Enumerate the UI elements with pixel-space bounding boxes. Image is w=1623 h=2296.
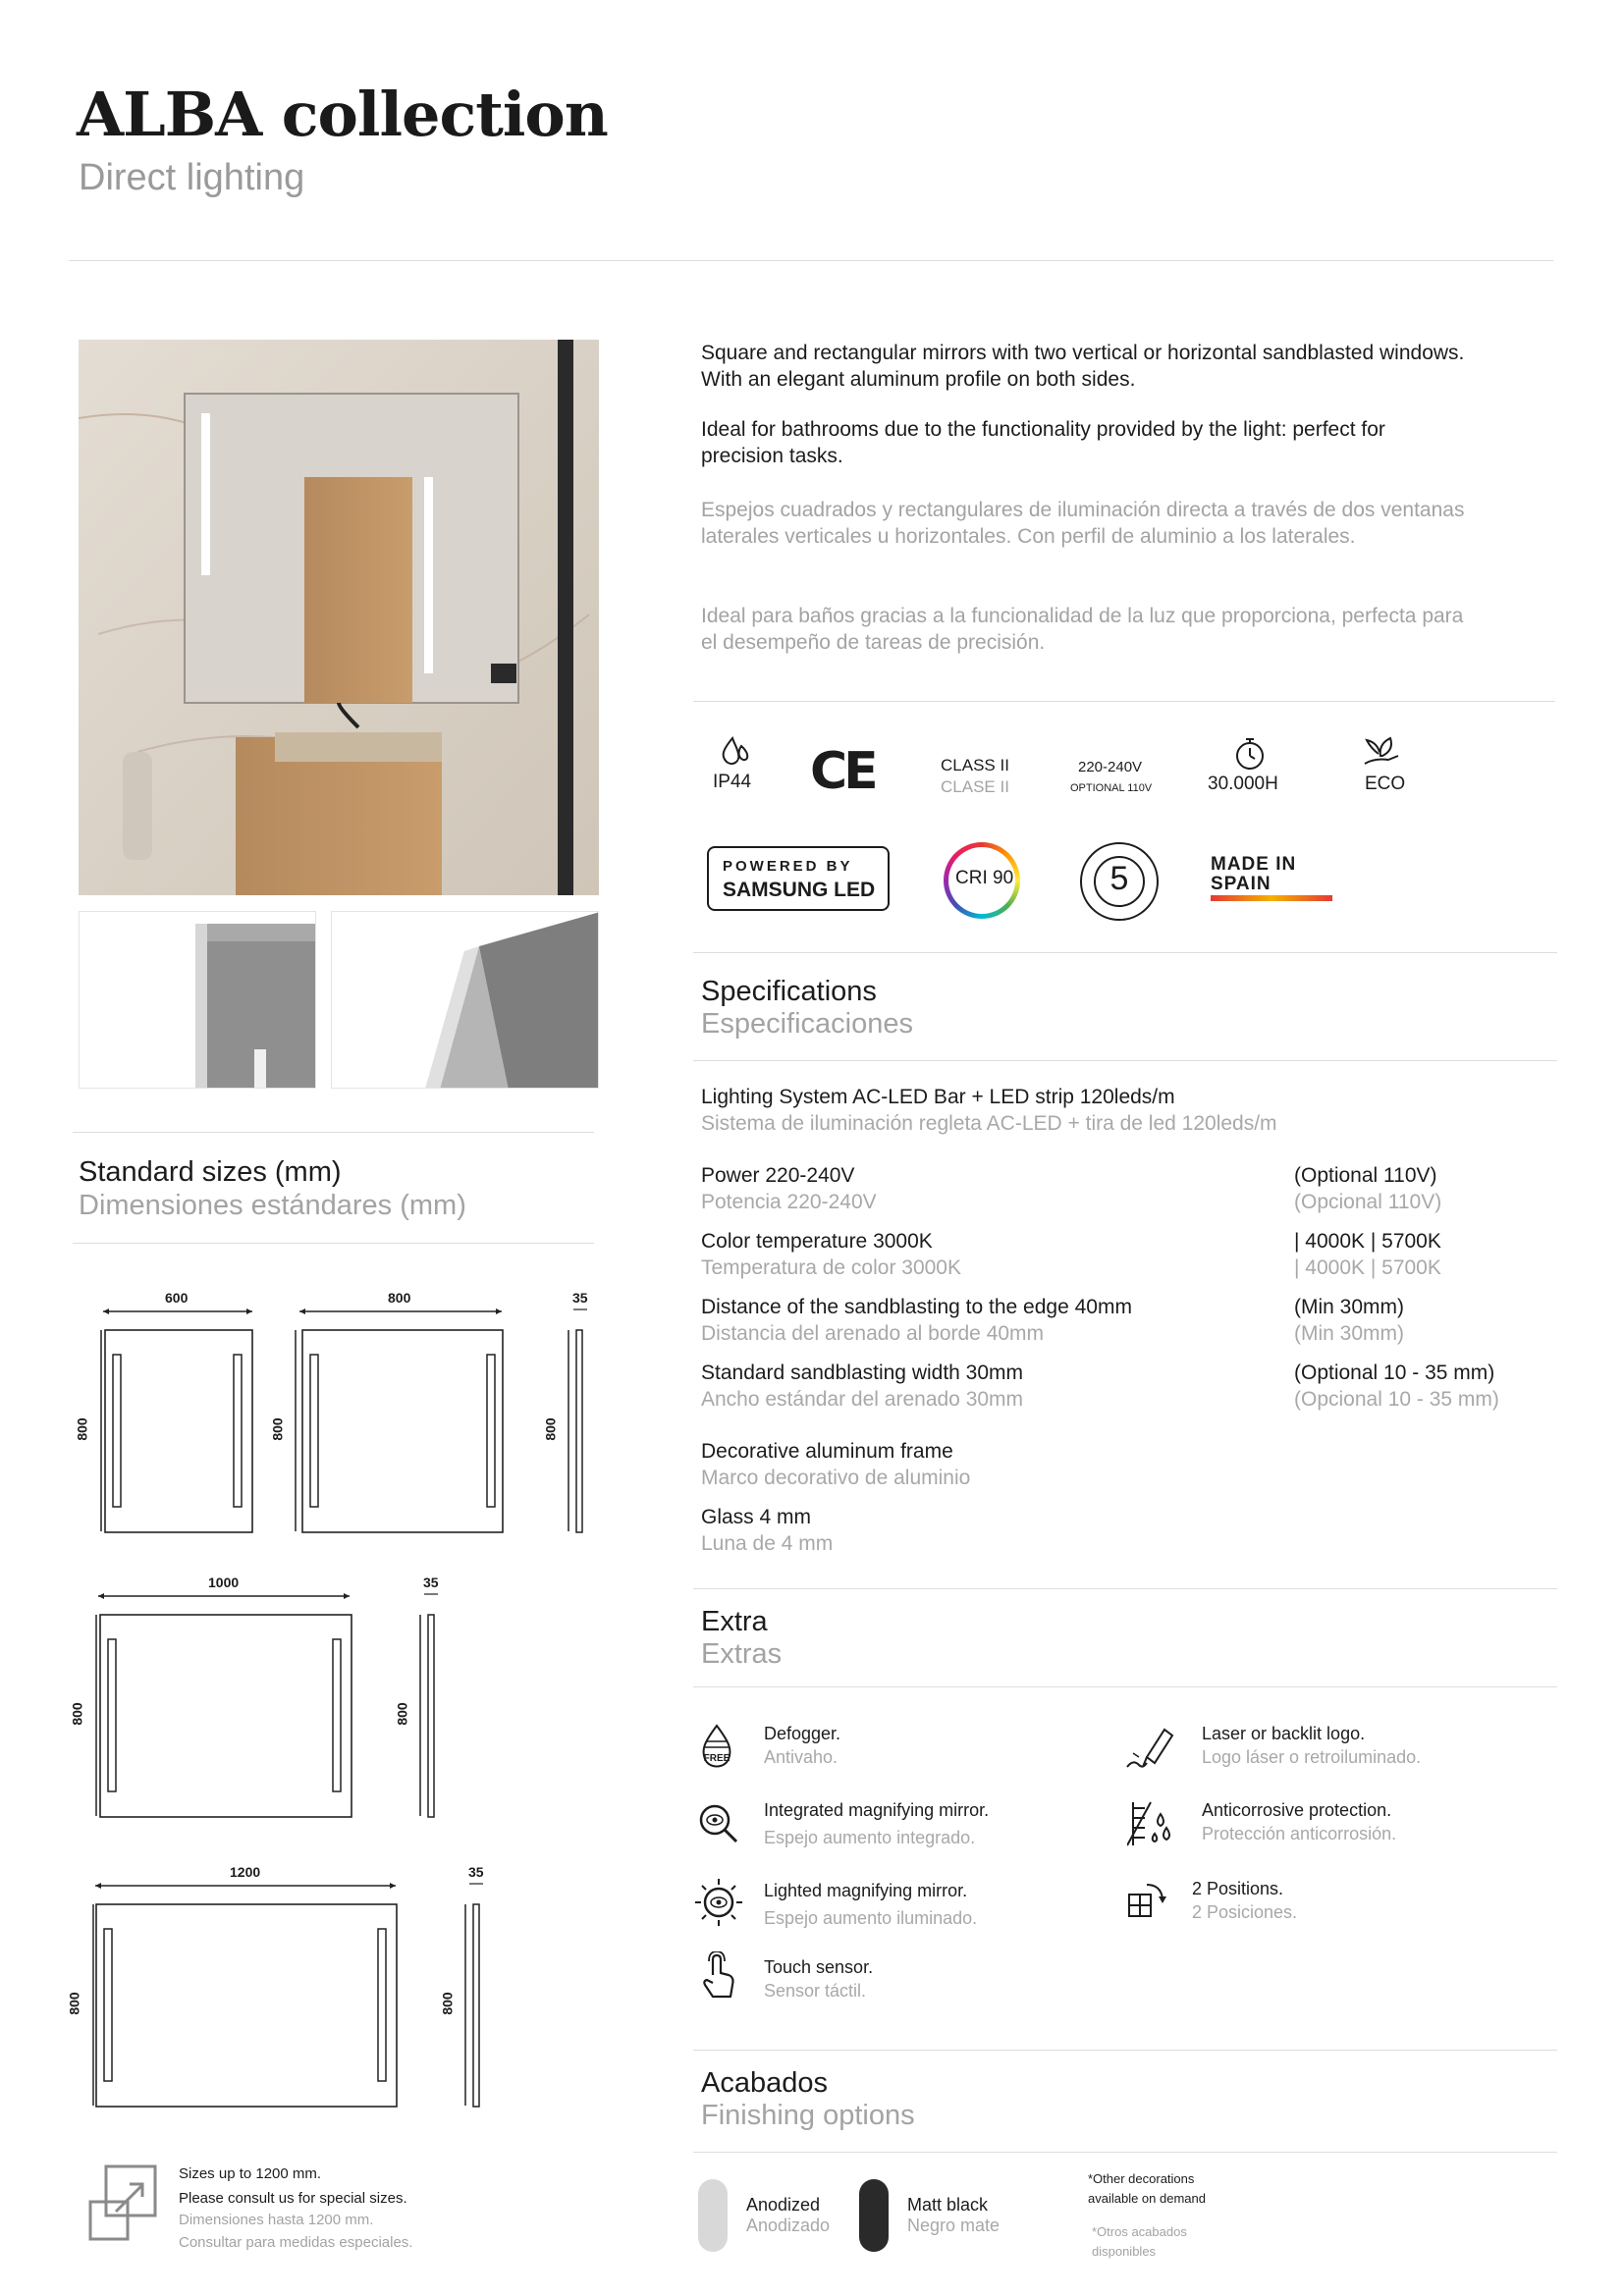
spec-distance-en: Distance of the sandblasting to the edge 40mm (701, 1296, 1132, 1318)
samsung-led-badge (707, 846, 890, 911)
sizes-heading-en: Standard sizes (mm) (79, 1156, 342, 1188)
description-es-2: Ideal para baños gracias a la funcionalidad de la luz que proporciona, perfecta para el desempeño de tareas de precisión. (701, 605, 1464, 654)
water-drops-icon (709, 734, 768, 768)
drawing-depth-label: 35 (468, 1864, 484, 1880)
spec-distance-opt-es: (Min 30mm) (1294, 1322, 1405, 1345)
spec-colortemp-es: Temperatura de color 3000K (701, 1256, 961, 1279)
finishes-heading-en: Finishing options (701, 2100, 915, 2131)
extra-defogger-es: Antivaho. (764, 1747, 839, 1767)
extra-touch-en: Touch sensor. (764, 1957, 874, 1977)
sizes-top-divider (73, 1132, 594, 1133)
extra-positions-en: 2 Positions. (1192, 1879, 1284, 1898)
extras-heading-es: Extras (701, 1638, 783, 1670)
rotate-positions-icon (1125, 1877, 1168, 1920)
finishes-note-es-2: disponibles (1092, 2244, 1157, 2259)
description-divider (693, 701, 1555, 702)
defogger-icon (697, 1724, 736, 1771)
drawing-depth-label: 35 (423, 1575, 439, 1590)
drawing-height-label: 800 (74, 1417, 90, 1441)
spec-frame-es: Marco decorativo de aluminio (701, 1467, 971, 1489)
spec-width-opt-es: (Opcional 10 - 35 mm) (1294, 1388, 1499, 1411)
made-in-line2: SPAIN (1211, 874, 1271, 894)
stopwatch-icon (1233, 736, 1267, 772)
specs-heading-en: Specifications (701, 976, 877, 1007)
cert-voltage-optional: OPTIONAL 110V (1070, 782, 1153, 794)
cert-voltage: 220-240V (1078, 759, 1143, 775)
spec-colortemp-en: Color temperature 3000K (701, 1230, 933, 1253)
finish-swatch-anodized (698, 2179, 728, 2252)
extra-magnifier-en: Integrated magnifying mirror. (764, 1800, 990, 1820)
spec-frame-en: Decorative aluminum frame (701, 1440, 953, 1463)
cert-class-es: CLASE II (941, 777, 1009, 796)
lighted-magnifier-icon (693, 1877, 744, 1928)
resize-icon (86, 2164, 165, 2243)
spec-width-es: Ancho estándar del arenado 30mm (701, 1388, 1024, 1411)
sizes-note-en-2: Please consult us for special sizes. (179, 2190, 407, 2207)
samsung-badge-line1: POWERED BY (723, 858, 853, 875)
extras-heading-en: Extra (701, 1606, 768, 1637)
drawing-width-label: 1200 (230, 1864, 261, 1880)
sizes-heading-es: Dimensiones estándares (mm) (79, 1190, 466, 1221)
page-subtitle: Direct lighting (79, 157, 305, 198)
drawing-height-label: 800 (439, 1992, 456, 2015)
specs-heading-es: Especificaciones (701, 1008, 913, 1040)
cert-class-en: CLASS II (941, 756, 1009, 774)
drawing-height-label: 800 (394, 1702, 410, 1726)
drawing-1200x800 (59, 1860, 501, 2115)
finishes-heading-es: Acabados (701, 2067, 828, 2099)
drawing-height-label: 800 (69, 1702, 85, 1726)
spec-power-es: Potencia 220-240V (701, 1191, 877, 1213)
drawing-width-label: 1000 (208, 1575, 240, 1590)
product-photo-frame-detail (331, 911, 599, 1089)
description-en-1: Square and rectangular mirrors with two vertical or horizontal sandblasted windows. With an elegant aluminum profile on both sides. (701, 342, 1465, 391)
page-title: ALBA collection (77, 79, 608, 150)
spec-distance-es: Distancia del arenado al borde 40mm (701, 1322, 1045, 1345)
cert-hours: 30.000H (1208, 774, 1278, 794)
spec-width-opt-en: (Optional 10 - 35 mm) (1294, 1362, 1495, 1384)
extra-laser-es: Logo láser o retroiluminado. (1202, 1747, 1422, 1767)
finish-anodized-en: Anodized (746, 2195, 821, 2215)
magnifier-icon (697, 1802, 740, 1845)
extras-divider (693, 1686, 1557, 1687)
cert-ip-label: IP44 (713, 772, 752, 792)
spec-colortemp-opt-en: | 4000K | 5700K (1294, 1230, 1441, 1253)
cri-label: CRI 90 (955, 868, 1014, 888)
spain-flag-stripe (1211, 895, 1332, 901)
warranty-years: 5 (1109, 860, 1129, 897)
sizes-note-es-2: Consultar para medidas especiales. (179, 2234, 413, 2251)
anticorrosion-icon (1127, 1798, 1176, 1849)
extra-positions-es: 2 Posiciones. (1192, 1902, 1298, 1922)
cert-eco: ECO (1365, 774, 1406, 794)
header-divider (69, 260, 1553, 261)
finishes-note-en-1: *Other decorations (1088, 2171, 1195, 2186)
laser-pen-icon (1125, 1724, 1176, 1771)
extra-laser-en: Laser or backlit logo. (1202, 1724, 1366, 1743)
finishes-divider (693, 2152, 1557, 2153)
warranty-5-years-badge (1080, 842, 1159, 921)
spec-power-opt-es: (Opcional 110V) (1294, 1191, 1442, 1213)
drawing-depth-label: 35 (572, 1290, 588, 1306)
finish-swatch-matt-black (859, 2179, 889, 2252)
extra-lighted-magnifier-en: Lighted magnifying mirror. (764, 1881, 968, 1900)
spec-width-en: Standard sandblasting width 30mm (701, 1362, 1024, 1384)
spec-lighting-es: Sistema de iluminación regleta AC-LED + tira de led 120leds/m (701, 1112, 1277, 1135)
samsung-badge-line2: SAMSUNG LED (723, 879, 876, 901)
drawing-height-label: 800 (269, 1417, 286, 1441)
drawing-600x800 (59, 1286, 609, 1541)
extra-anticorrosion-en: Anticorrosive protection. (1202, 1800, 1392, 1820)
sizes-note-en-1: Sizes up to 1200 mm. (179, 2165, 322, 2182)
eco-leaf-hand-icon (1361, 734, 1402, 770)
drawing-width-label: 800 (388, 1290, 411, 1306)
spec-colortemp-opt-es: | 4000K | 5700K (1294, 1256, 1441, 1279)
finish-anodized-es: Anodizado (746, 2216, 831, 2235)
svg-text:FREE: FREE (703, 1753, 730, 1764)
product-photo-edge-detail (79, 911, 316, 1089)
finishes-note-es-1: *Otros acabados (1092, 2224, 1187, 2239)
spec-power-opt-en: (Optional 110V) (1294, 1164, 1437, 1187)
drawing-1000x800 (59, 1571, 452, 1826)
spec-power-en: Power 220-240V (701, 1164, 855, 1187)
spec-lighting-en: Lighting System AC-LED Bar + LED strip 120leds/m (701, 1086, 1175, 1108)
extra-anticorrosion-es: Protección anticorrosión. (1202, 1824, 1397, 1843)
touch-sensor-icon (699, 1951, 738, 2001)
finishes-note-en-2: available on demand (1088, 2191, 1206, 2206)
extras-top-divider (693, 1588, 1557, 1589)
finish-matt-black-en: Matt black (907, 2195, 989, 2215)
product-photo-main (79, 340, 599, 895)
extra-touch-es: Sensor táctil. (764, 1981, 867, 2001)
finish-matt-black-es: Negro mate (907, 2216, 1001, 2235)
description-es-1: Espejos cuadrados y rectangulares de iluminación directa a través de dos ventanas laterales verticales u horizontales. Con perfil de aluminio a los laterales. (701, 499, 1465, 548)
sizes-bottom-divider (73, 1243, 594, 1244)
extra-defogger-en: Defogger. (764, 1724, 841, 1743)
cert-divider (693, 952, 1557, 953)
extra-magnifier-es: Espejo aumento integrado. (764, 1828, 976, 1847)
drawing-height-label: 800 (66, 1992, 82, 2015)
spec-glass-es: Luna de 4 mm (701, 1532, 834, 1555)
sizes-note-es-1: Dimensiones hasta 1200 mm. (179, 2212, 374, 2228)
description-en-2: Ideal for bathrooms due to the functionality provided by the light: perfect for precision tasks. (701, 418, 1385, 467)
cert-ce-mark: CE (810, 742, 875, 801)
spec-glass-en: Glass 4 mm (701, 1506, 812, 1528)
made-in-line1: MADE IN (1211, 854, 1297, 875)
drawing-width-label: 600 (165, 1290, 189, 1306)
cri-90-badge (944, 842, 1020, 919)
cert-ip44 (709, 734, 768, 799)
extra-lighted-magnifier-es: Espejo aumento iluminado. (764, 1908, 978, 1928)
spec-distance-opt-en: (Min 30mm) (1294, 1296, 1405, 1318)
finishes-top-divider (693, 2050, 1557, 2051)
specs-divider (693, 1060, 1557, 1061)
drawing-height-label: 800 (542, 1417, 559, 1441)
